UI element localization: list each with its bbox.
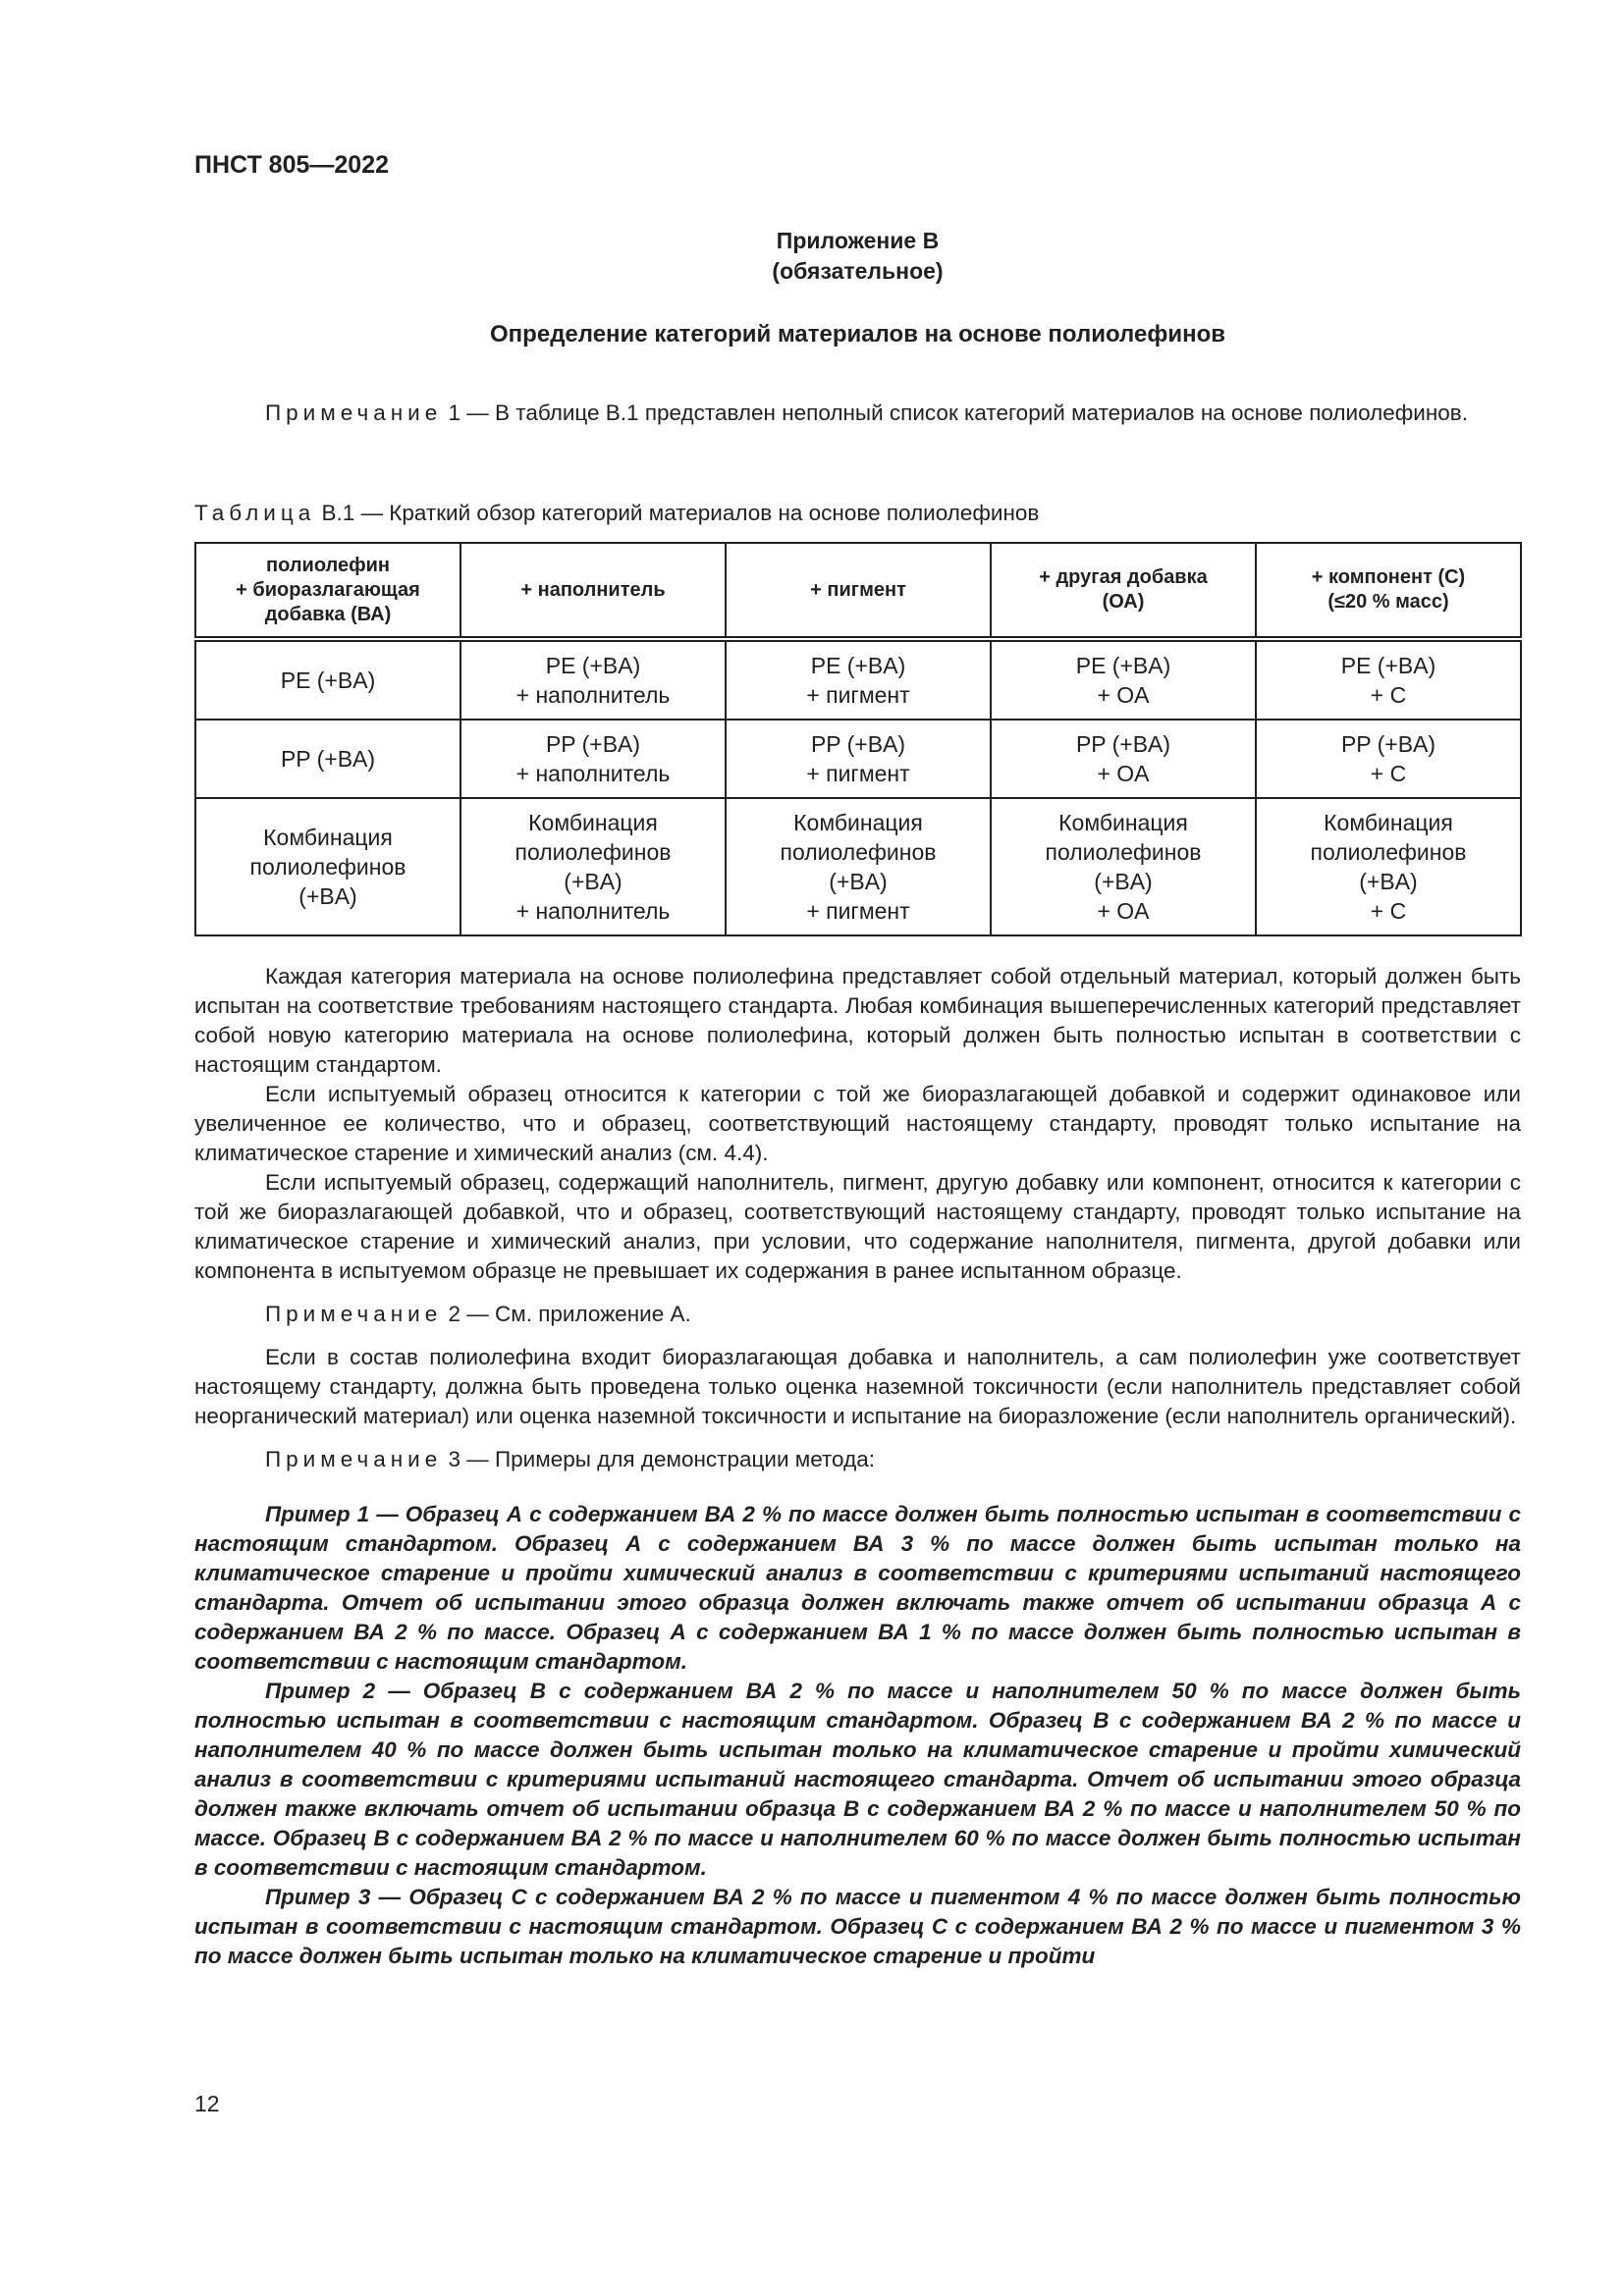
appendix-status: (обязательное) (772, 258, 944, 284)
header-line: + биоразлагающая (236, 578, 420, 601)
table-cell (991, 798, 1256, 935)
cell-line: полиолефинов (1045, 839, 1202, 865)
header-line: (ОА) (1102, 591, 1145, 613)
table-cell (195, 720, 460, 798)
cell-line: Комбинация (1324, 810, 1453, 835)
cell-line: PE (+BA) (545, 653, 641, 678)
column-header (726, 543, 991, 639)
appendix-heading: Определение категорий материалов на основе полиолефинов (490, 321, 1225, 347)
note-label: Примечание (265, 1447, 443, 1471)
note-1 (194, 399, 1521, 428)
note-text: 3 — Примеры для демонстрации метода: (442, 1447, 875, 1471)
note-label: Примечание (265, 400, 443, 425)
table-cell (726, 639, 991, 720)
table-cell (991, 639, 1256, 720)
cell-line: PE (+BA) (1340, 653, 1436, 678)
table-cell (460, 798, 726, 935)
page-number: 12 (194, 2091, 220, 2116)
header-line: добавка (ВА) (264, 603, 392, 625)
table-cell (1256, 720, 1521, 798)
cell-line: + наполнитель (515, 761, 671, 786)
table-cell (460, 720, 726, 798)
cell-line: PP (+BA) (1075, 731, 1171, 757)
header-line: + пигмент (810, 578, 906, 601)
cell-line: + пигмент (806, 898, 910, 924)
column-header (991, 543, 1256, 639)
caption-text: В.1 — Краткий обзор категорий материалов на основе полиолефинов (315, 501, 1040, 525)
cell-line: + OA (1097, 682, 1150, 708)
cell-line: PE (+BA) (280, 667, 376, 693)
paragraph: Если испытуемый образец, содержащий наполнитель, пигмент, другую добавку или компонент, относится к категории с той же биоразлагающей добавкой, что и образец, соответствующий настоящему стандарту, проводят только испытание на климатическое старение и химический анализ, при условии, что содержание наполнителя, пигмента, другой добавки или компонента в испытуемом образце не превышает их содержания в ранее испытанном образце. (194, 1170, 1521, 1283)
example-3: Пример 3 — Образец С с содержанием ВА 2 % по массе и пигментом 4 % по массе должен быть полностью испытан в соответствии с настоящим стандартом. Образец С с содержанием ВА 2 % по массе и пигментом 3 % по массе должен быть испытан только на климатическое старение и пройти (194, 1885, 1521, 1968)
table-cell (195, 639, 460, 720)
column-header (195, 543, 460, 639)
note-2 (194, 1300, 1521, 1329)
table-caption (194, 499, 1521, 528)
column-header (1256, 543, 1521, 639)
table-row (195, 639, 1521, 720)
note-text: 2 — См. приложение А. (442, 1302, 691, 1326)
cell-line: Комбинация (793, 810, 923, 835)
cell-line: + наполнитель (515, 682, 671, 708)
cell-line: Комбинация (263, 825, 393, 850)
paragraph: Каждая категория материала на основе полиолефина представляет собой отдельный материал, который должен быть испытан на соответствие требованиям настоящего стандарта. Любая комбинация вышеперечисленных категорий представляет собой новую категорию материала на основе полиолефина, который должен быть полностью испытан в соответствии с настоящим стандартом. (194, 964, 1521, 1077)
paragraph: Если испытуемый образец относится к категории с той же биоразлагающей добавкой и содержит одинаковое или увеличенное ее количество, что и образец, соответствующий настоящему стандарту, проводят только испытание на климатическое старение и химический анализ (см. 4.4). (194, 1082, 1521, 1165)
table-row (195, 798, 1521, 935)
cell-line: + пигмент (806, 761, 910, 786)
table-row (195, 720, 1521, 798)
note-text: 1 — В таблице В.1 представлен неполный список категорий материалов на основе полиолефинов. (442, 400, 1468, 425)
header-line: (≤20 % масс) (1327, 591, 1449, 613)
cell-line: + OA (1097, 898, 1150, 924)
cell-line: + C (1370, 761, 1407, 786)
cell-line: Комбинация (528, 810, 658, 835)
table-cell (195, 798, 460, 935)
appendix-title: Приложение В (776, 228, 940, 253)
header-line: + наполнитель (520, 578, 666, 601)
cell-line: полиолефинов (1310, 839, 1467, 865)
table-cell (726, 720, 991, 798)
cell-line: полиолефинов (780, 839, 937, 865)
table-cell (460, 639, 726, 720)
cell-line: + OA (1097, 761, 1150, 786)
cell-line: PP (+BA) (810, 731, 906, 757)
cell-line: PP (+BA) (280, 746, 376, 772)
cell-line: Комбинация (1058, 810, 1188, 835)
cell-line: PP (+BA) (1340, 731, 1436, 757)
caption-label: Таблица (194, 501, 316, 525)
cell-line: + C (1370, 898, 1407, 924)
table-cell (991, 720, 1256, 798)
table-cell (1256, 639, 1521, 720)
cell-line: + наполнитель (515, 898, 671, 924)
note-3 (194, 1445, 1521, 1474)
example-1: Пример 1 — Образец А с содержанием ВА 2 % по массе должен быть полностью испытан в соответствии с настоящим стандартом. Образец А с содержанием ВА 3 % по массе должен быть испытан только на климатическое старение и пройти химический анализ в соответствии с критериями испытаний настоящего стандарта. Отчет об испытании этого образца должен включать также отчет об испытании образца А с содержанием ВА 2 % по массе. Образец А с содержанием ВА 1 % по массе должен быть полностью испытан в соответствии с настоящим стандартом. (194, 1502, 1521, 1674)
table-cell (1256, 798, 1521, 935)
cell-line: (+BA) (829, 869, 888, 894)
cell-line: (+BA) (1094, 869, 1153, 894)
cell-line: PE (+BA) (810, 653, 906, 678)
cell-line: (+BA) (298, 883, 357, 909)
body-text (194, 962, 1521, 1971)
cell-line: + пигмент (806, 682, 910, 708)
cell-line: (+BA) (1359, 869, 1418, 894)
cell-line: (+BA) (564, 869, 623, 894)
cell-line: + C (1370, 682, 1407, 708)
cell-line: полиолефинов (249, 854, 406, 880)
cell-line: PE (+BA) (1075, 653, 1171, 678)
cell-line: полиолефинов (514, 839, 672, 865)
table-cell (726, 798, 991, 935)
paragraph: Если в состав полиолефина входит биоразлагающая добавка и наполнитель, а сам полиолефин уже соответствует настоящему стандарту, должна быть проведена только оценка наземной токсичности (если наполнитель представляет собой неорганический материал) или оценка наземной токсичности и испытание на биоразложение (если наполнитель органический). (194, 1345, 1521, 1428)
header-line: полиолефин (266, 554, 390, 576)
example-2: Пример 2 — Образец В с содержанием ВА 2 % по массе и наполнителем 50 % по массе должен быть полностью испытан в соответствии с настоящим стандартом. Образец В с содержанием ВА 2 % по массе и наполнителем 40 % по массе должен быть испытан только на климатическое старение и пройти химический анализ в соответствии с критериями испытаний настоящего стандарта. Отчет об испытании этого образца должен также включать отчет об испытании образца В с содержанием ВА 2 % по массе и наполнителем 50 % по массе. Образец В с содержанием ВА 2 % по массе и наполнителем 60 % по массе должен быть полностью испытан в соответствии с настоящим стандартом. (194, 1679, 1521, 1880)
header-line: + другая добавка (1039, 566, 1208, 588)
categories-table (194, 542, 1522, 936)
table-header-row (195, 543, 1521, 639)
cell-line: PP (+BA) (545, 731, 641, 757)
document-id: ПНСТ 805—2022 (194, 151, 389, 179)
column-header (460, 543, 726, 639)
note-label: Примечание (265, 1302, 443, 1326)
header-line: + компонент (С) (1311, 566, 1466, 588)
